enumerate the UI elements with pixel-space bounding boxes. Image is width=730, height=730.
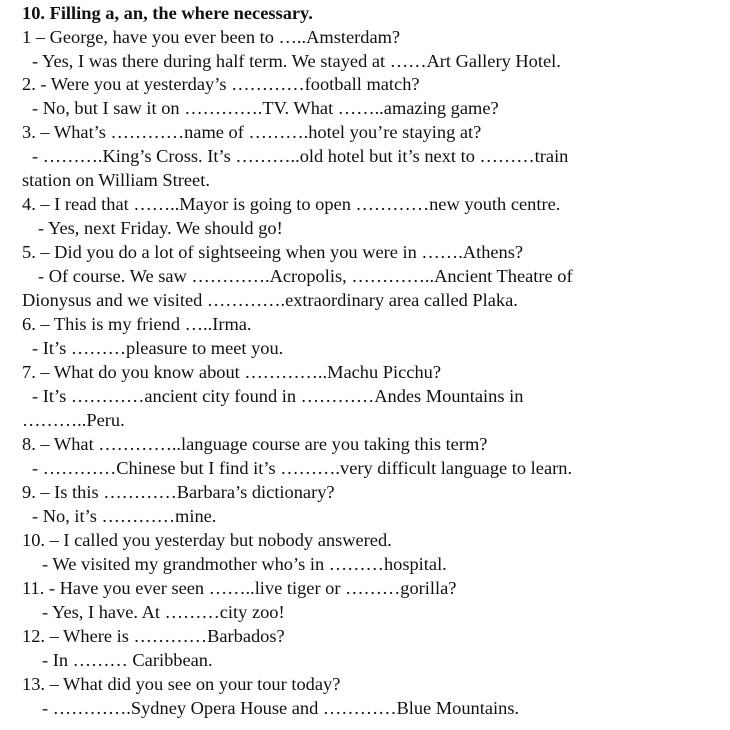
question-8: 8. – What …………..language course are you taking this term? — [22, 434, 488, 454]
answer-4: - Yes, next Friday. We should go! — [38, 218, 283, 238]
question-7: 7. – What do you know about …………..Machu Picchu? — [22, 362, 442, 382]
question-13: 13. – What did you see on your tour today? — [22, 674, 341, 694]
answer-13: - ………….Sydney Opera House and …………Blue Mountains. — [42, 698, 520, 718]
question-11: 11. - Have you ever seen ……..live tiger or ………gorilla? — [22, 578, 457, 598]
answer-3: - ……….King’s Cross. It’s ………..old hotel but it’s next to ………train — [32, 146, 569, 166]
question-10: 10. – I called you yesterday but nobody answered. — [22, 530, 392, 550]
answer-1: - Yes, I was there during half term. We stayed at ……Art Gallery Hotel. — [32, 51, 561, 71]
answer-7: - It’s …………ancient city found in …………Andes Mountains in — [32, 386, 524, 406]
answer-12: - In ……… Caribbean. — [42, 650, 213, 670]
answer-8: - …………Chinese but I find it’s ……….very difficult language to learn. — [32, 458, 573, 478]
question-3: 3. – What’s …………name of ……….hotel you’re staying at? — [22, 122, 482, 142]
question-5: 5. – Did you do a lot of sightseeing when you were in …….Athens? — [22, 242, 524, 262]
answer-7-continued: ………..Peru. — [22, 410, 125, 430]
answer-3-continued: station on William Street. — [22, 170, 210, 190]
answer-10: - We visited my grandmother who’s in ………hospital. — [42, 554, 447, 574]
answer-6: - It’s ………pleasure to meet you. — [32, 338, 284, 358]
question-1: 1 – George, have you ever been to …..Amsterdam? — [22, 27, 401, 47]
answer-5: - Of course. We saw ………….Acropolis, …………..Ancient Theatre of — [38, 266, 573, 286]
exercise-title: 10. Filling a, an, the where necessary. — [22, 3, 313, 23]
question-2: 2. - Were you at yesterday’s …………football match? — [22, 74, 420, 94]
answer-11: - Yes, I have. At ………city zoo! — [42, 602, 285, 622]
answer-2: - No, but I saw it on ………….TV. What ……..amazing game? — [32, 98, 499, 118]
question-12: 12. – Where is …………Barbados? — [22, 626, 285, 646]
question-9: 9. – Is this …………Barbara’s dictionary? — [22, 482, 335, 502]
question-6: 6. – This is my friend …..Irma. — [22, 314, 252, 334]
answer-9: - No, it’s …………mine. — [32, 506, 217, 526]
answer-5-continued: Dionysus and we visited ………….extraordinary area called Plaka. — [22, 290, 518, 310]
question-4: 4. – I read that ……..Mayor is going to open …………new youth centre. — [22, 194, 561, 214]
